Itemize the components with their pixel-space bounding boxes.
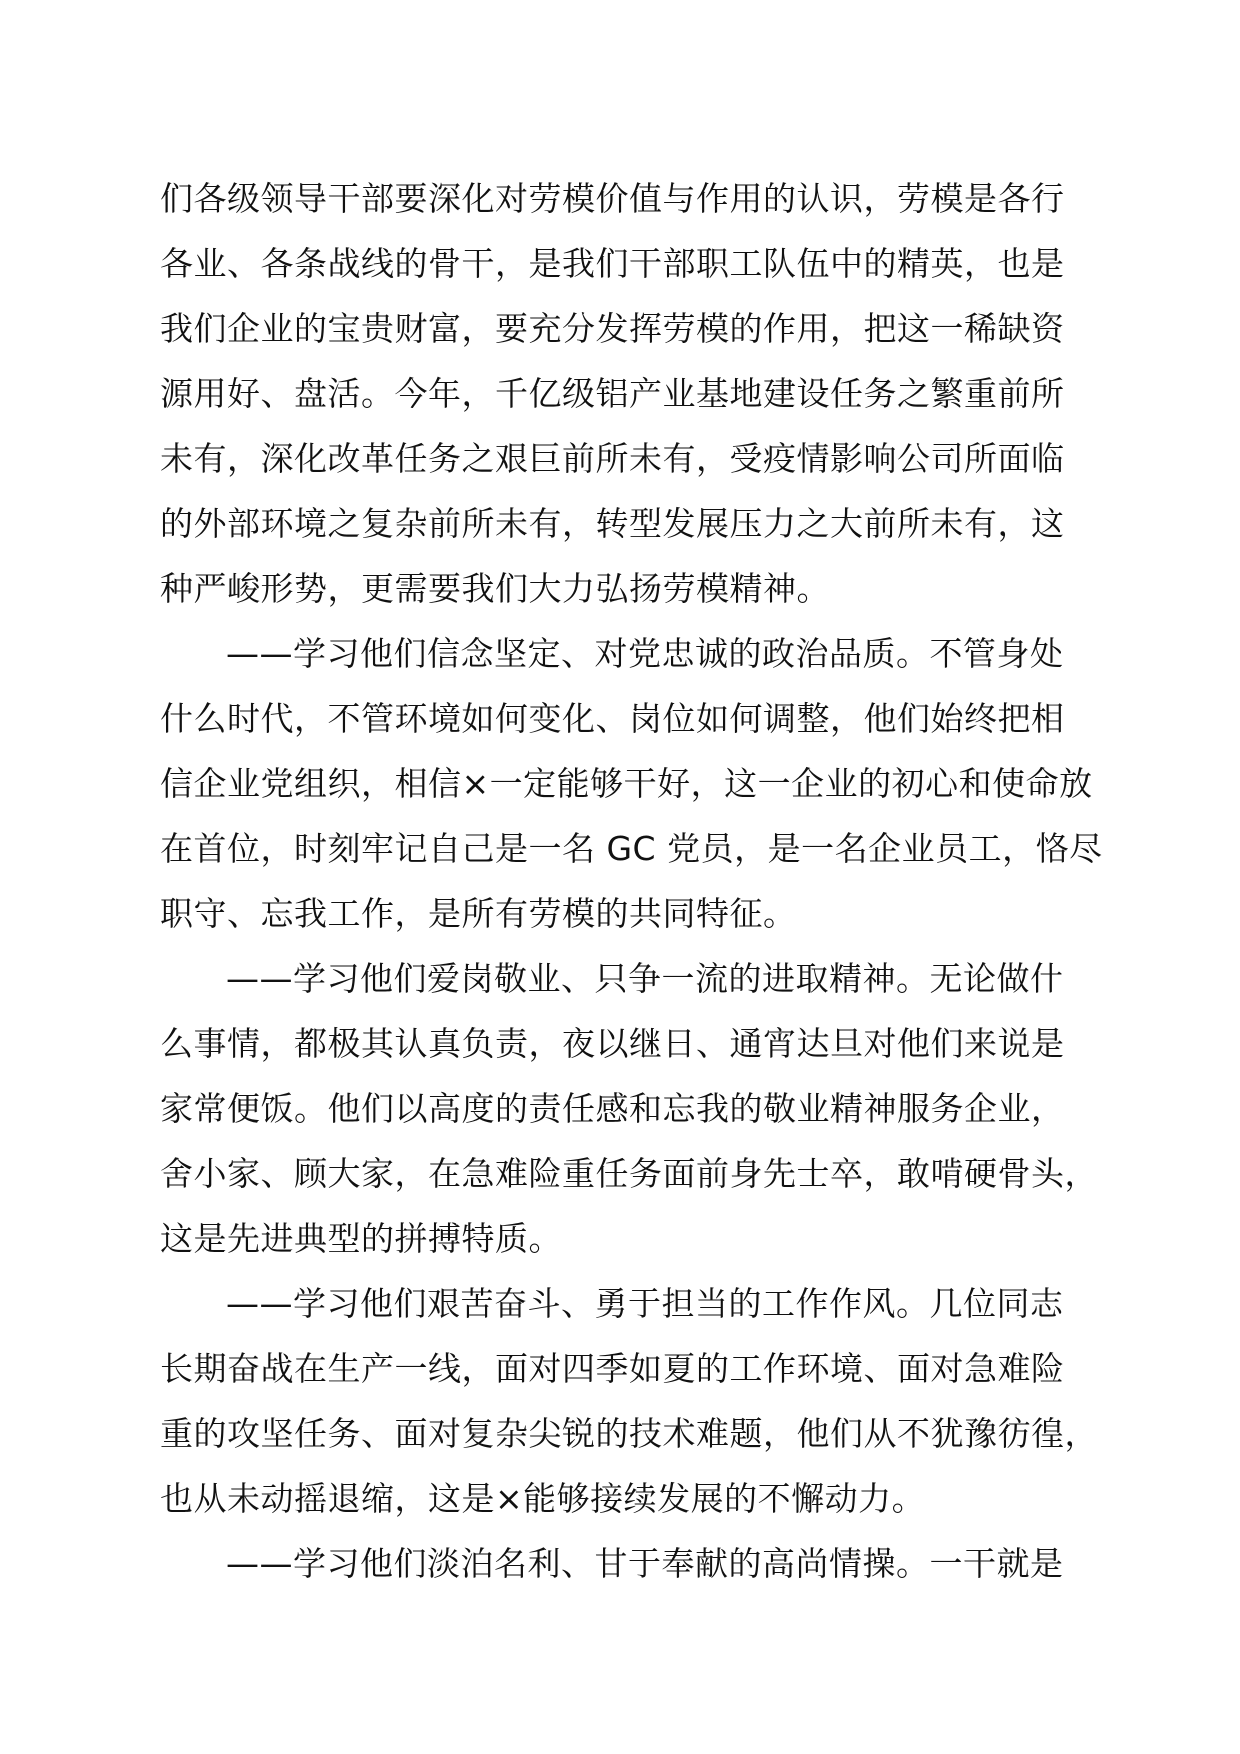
text-line: 也从未动摇退缩，这是×能够接续发展的不懈动力。 [160, 1479, 926, 1518]
text-line: 各业、各条战线的骨干，是我们干部职工队伍中的精英，也是 [160, 244, 1065, 283]
text-line: 在首位，时刻牢记自己是一名 GC 党员，是一名企业员工，恪尽 [160, 829, 1103, 868]
text-line: 种严峻形势，更需要我们大力弘扬劳模精神。 [160, 569, 830, 608]
text-line: 职守、忘我工作，是所有劳模的共同特征。 [160, 894, 797, 933]
text-line: 什么时代，不管环境如何变化、岗位如何调整，他们始终把相 [160, 699, 1065, 738]
text-line: 家常便饭。他们以高度的责任感和忘我的敬业精神服务企业， [160, 1089, 1065, 1128]
text-line: 信企业党组织，相信×一定能够干好，这一企业的初心和使命放 [160, 764, 1093, 803]
text-line: 长期奋战在生产一线，面对四季如夏的工作环境、面对急难险 [160, 1349, 1065, 1388]
text-line: 的外部环境之复杂前所未有，转型发展压力之大前所未有，这 [160, 504, 1065, 543]
text-line: 舍小家、顾大家，在急难险重任务面前身先士卒，敢啃硬骨头， [160, 1154, 1098, 1193]
text-line: ——学习他们信念坚定、对党忠诚的政治品质。不管身处 [226, 634, 1064, 673]
text-line: ——学习他们爱岗敬业、只争一流的进取精神。无论做什 [226, 959, 1064, 998]
text-line: 们各级领导干部要深化对劳模价值与作用的认识，劳模是各行 [160, 179, 1065, 218]
text-line: 这是先进典型的拼搏特质。 [160, 1219, 562, 1258]
text-line: 重的攻坚任务、面对复杂尖锐的技术难题，他们从不犹豫彷徨， [160, 1414, 1098, 1453]
body-text [160, 166, 1120, 1596]
text-line: 未有，深化改革任务之艰巨前所未有，受疫情影响公司所面临 [160, 439, 1065, 478]
text-line: 源用好、盘活。今年，千亿级铝产业基地建设任务之繁重前所 [160, 374, 1065, 413]
text-line: 我们企业的宝贵财富，要充分发挥劳模的作用，把这一稀缺资 [160, 309, 1065, 348]
text-line: ——学习他们艰苦奋斗、勇于担当的工作作风。几位同志 [226, 1284, 1064, 1323]
text-line: 么事情，都极其认真负责，夜以继日、通宵达旦对他们来说是 [160, 1024, 1065, 1063]
text-line: ——学习他们淡泊名利、甘于奉献的高尚情操。一干就是 [226, 1544, 1064, 1583]
